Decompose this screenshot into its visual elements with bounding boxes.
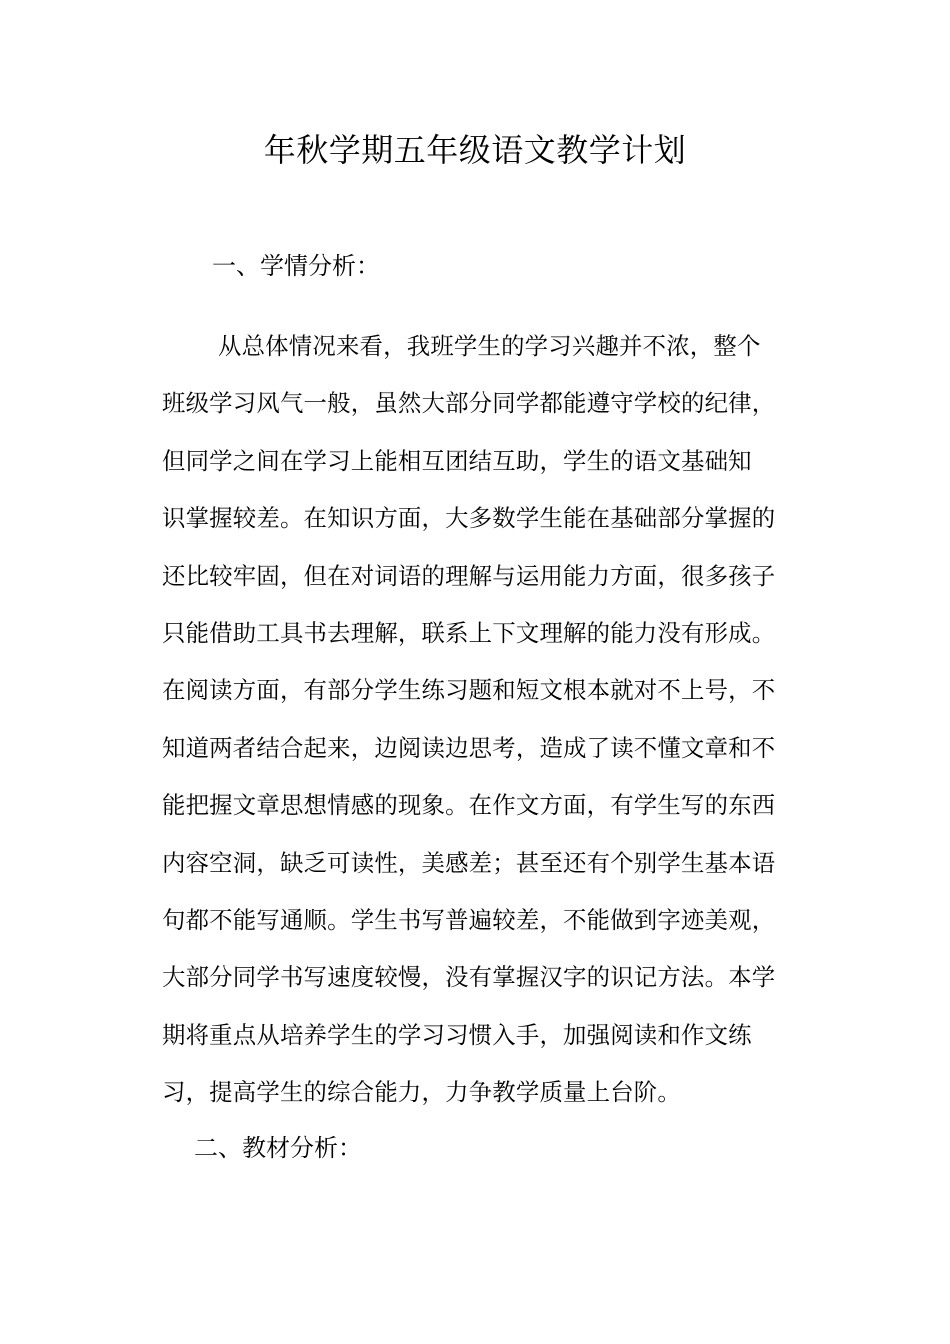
paragraph-line: 只能借助工具书去理解，联系上下文理解的能力没有形成。: [162, 618, 776, 647]
paragraph-line: 识掌握较差。在知识方面，大多数学生能在基础部分掌握的: [162, 504, 776, 533]
paragraph-line: 还比较牢固，但在对词语的理解与运用能力方面，很多孩子: [162, 561, 776, 590]
document-title: 年秋学期五年级语文教学计划: [263, 131, 687, 169]
paragraph-line: 知道两者结合起来，边阅读边思考，造成了读不懂文章和不: [162, 733, 776, 762]
paragraph-line: 大部分同学书写速度较慢，没有掌握汉字的识记方法。本学: [162, 963, 776, 992]
paragraph-line: 内容空洞，缺乏可读性，美感差；甚至还有个别学生基本语: [162, 848, 776, 877]
paragraph-line: 从总体情况来看，我班学生的学习兴趣并不浓，整个: [218, 332, 761, 360]
paragraph-line: 能把握文章思想情感的现象。在作文方面，有学生写的东西: [162, 791, 776, 820]
paragraph-line: 句都不能写通顺。学生书写普遍较差，不能做到字迹美观，: [162, 905, 776, 934]
paragraph-line: 在阅读方面，有部分学生练习题和短文根本就对不上号，不: [162, 676, 776, 705]
section-heading-textbook-analysis: 二、教材分析：: [194, 1134, 362, 1162]
paragraph-line: 习，提高学生的综合能力，力争教学质量上台阶。: [162, 1078, 681, 1107]
section-body-learning-analysis: [162, 318, 810, 1121]
paragraph-line: 期将重点从培养学生的学习习惯入手，加强阅读和作文练: [162, 1020, 752, 1049]
paragraph-line: 但同学之间在学习上能相互团结互助，学生的语文基础知: [162, 446, 752, 475]
section-heading-learning-analysis: 一、学情分析：: [212, 252, 380, 280]
paragraph-line: 班级学习风气一般，虽然大部分同学都能遵守学校的纪律，: [162, 389, 776, 418]
